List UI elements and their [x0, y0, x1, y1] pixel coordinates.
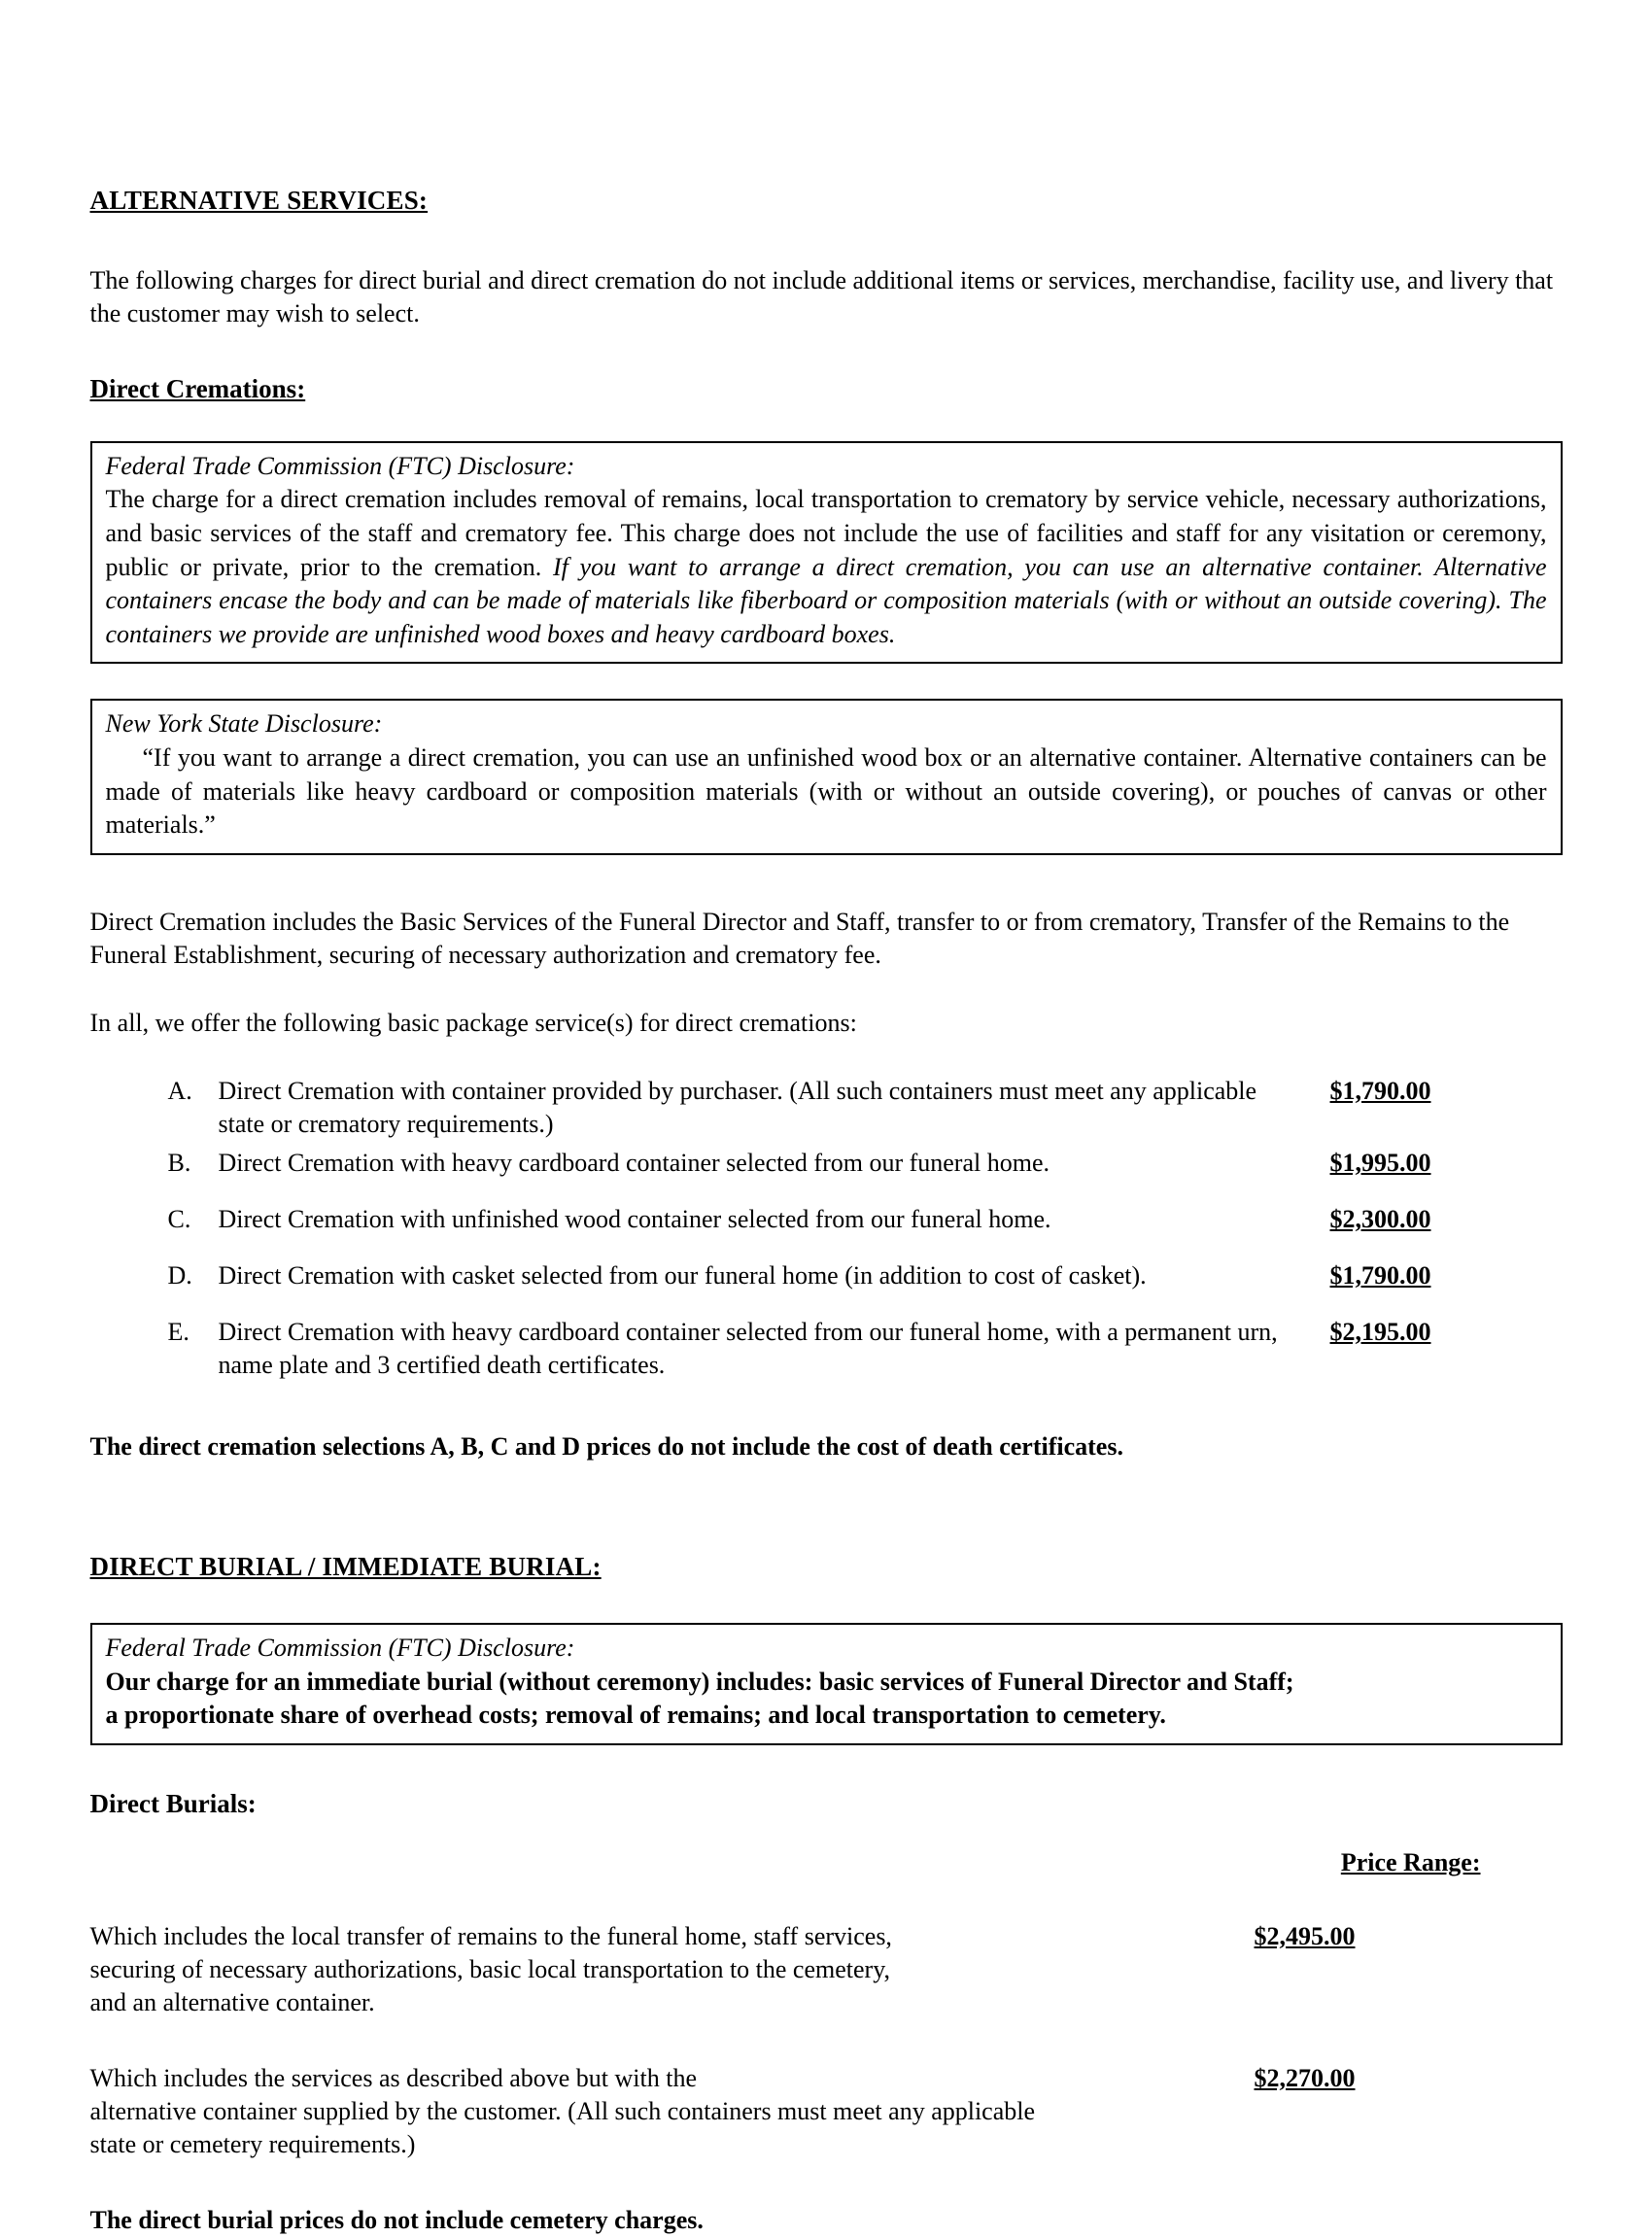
intro-paragraph: The following charges for direct burial and direct cremation do not include additional items or services, merchandise, facility use, and livery that the customer may wish to select. — [89, 265, 1554, 327]
spacer — [90, 664, 1563, 699]
list-item-price: $1,790.00 — [1329, 1076, 1431, 1105]
spacer — [90, 2161, 1563, 2204]
ny-disclosure-body-text: “If you want to arrange a direct cremation, you can use an unfinished wood box or an alternative container. Alternative containers can be made of materials like heavy cardboard or composition materials (with or without an outside covering), or pouches of canvas or other materials.” — [105, 743, 1547, 840]
spacer — [90, 1040, 1563, 1075]
spacer — [90, 2019, 1563, 2062]
burial-option-description — [90, 1920, 1237, 2019]
list-item-price: $1,790.00 — [1329, 1261, 1431, 1291]
document-content — [89, 185, 1564, 2237]
burial-option-row — [90, 1920, 1563, 2019]
cremation-price-note: The direct cremation selections A, B, C and D prices do not include the cost of death certificates. — [89, 1432, 1123, 1462]
ftc-cremation-body-italic: If you want to arrange a direct cremation, you can use an alternative container. Alternative containers encase the body and can be made of materials like fiberboard or composition materials (with or without an outside covering). The containers we provide are unfinished wood boxes and heavy cardboard boxes. — [105, 552, 1547, 648]
burial-option-line: Which includes the local transfer of remains to the funeral home, staff services, — [89, 1921, 892, 1950]
list-item-description: Direct Cremation with casket selected from our funeral home (in addition to cost of casket). — [218, 1261, 1147, 1291]
list-item-letter: B. — [167, 1149, 191, 1178]
burial-option-line: securing of necessary authorizations, basic local transportation to the cemetery, — [89, 1954, 891, 1983]
list-item-description: Direct Cremation with heavy cardboard container selected from our funeral home, with a permanent urn, name plate and 3 certified death certificates. — [218, 1318, 1278, 1380]
direct-cremations-heading: Direct Cremations: — [89, 373, 306, 403]
list-item-letter: A. — [167, 1076, 192, 1105]
ny-state-disclosure-box — [90, 699, 1563, 855]
cremation-package-list — [90, 1075, 1563, 1382]
spacer — [90, 1298, 1563, 1316]
list-item-price: $1,995.00 — [1329, 1149, 1431, 1178]
page-title: ALTERNATIVE SERVICES: — [89, 186, 429, 215]
ftc-burial-box-title: Federal Trade Commission (FTC) Disclosure: — [105, 1634, 575, 1663]
spacer — [90, 406, 1563, 441]
ny-disclosure-box-title: New York State Disclosure: — [105, 709, 383, 739]
cremation-includes-paragraph: Direct Cremation includes the Basic Services of the Funeral Director and Staff, transfer to or from crematory, Transfer of the Remains to the Funeral Establishment, securing of necessary authorization and crematory fee. — [89, 907, 1510, 969]
spacer — [90, 1821, 1563, 1848]
packages-lead-in: In all, we offer the following basic package service(s) for direct cremations: — [89, 1008, 857, 1037]
burial-option-line: Which includes the services as described above but with the — [89, 2063, 698, 2092]
price-range-header: Price Range: — [1340, 1847, 1481, 1876]
burial-option-price: $2,495.00 — [1254, 1921, 1356, 1950]
spacer — [90, 1388, 1563, 1430]
list-item-price: $2,300.00 — [1329, 1205, 1431, 1234]
spacer — [90, 1745, 1563, 1788]
ftc-cremation-disclosure-box — [90, 441, 1563, 665]
spacer — [90, 1242, 1563, 1259]
spacer — [90, 855, 1563, 906]
ny-disclosure-box-body — [106, 741, 1547, 843]
list-item-letter: C. — [167, 1205, 191, 1234]
spacer — [90, 1877, 1563, 1920]
burial-price-note: The direct burial prices do not include cemetery charges. — [89, 2206, 704, 2235]
burial-option-price: $2,270.00 — [1254, 2063, 1356, 2092]
list-item-description: Direct Cremation with container provided by purchaser. (All such containers must meet any applicable state or crematory requirements.) — [218, 1076, 1257, 1138]
list-item — [90, 1316, 1563, 1382]
ftc-cremation-body-plain: The charge for a direct cremation includes removal of remains, local transportation to crematory by service vehicle, necessary authorizations, and basic services of the staff and crematory fee. This charge does not include the use of facilities and staff for any visitation or ceremony, public or private, prior to the cremation. — [105, 485, 1547, 581]
list-item — [90, 1203, 1563, 1236]
direct-burials-heading: Direct Burials: — [89, 1789, 257, 1819]
spacer — [90, 1186, 1563, 1203]
ftc-cremation-box-title: Federal Trade Commission (FTC) Disclosure: — [105, 451, 575, 480]
list-item-description: Direct Cremation with heavy cardboard container selected from our funeral home. — [218, 1149, 1050, 1178]
spacer — [90, 1588, 1563, 1623]
spacer — [90, 1463, 1563, 1551]
list-item — [90, 1147, 1563, 1180]
burial-option-line: and an alternative container. — [89, 1987, 375, 2016]
ftc-burial-body-line-1: Our charge for an immediate burial (without ceremony) includes: basic services of Funeral Director and Staff; — [105, 1667, 1294, 1696]
list-item — [90, 1075, 1563, 1141]
spacer — [90, 972, 1563, 1007]
burial-option-line: alternative container supplied by the customer. (All such containers must meet any applicable — [89, 2096, 1036, 2125]
burial-option-row — [90, 2062, 1563, 2161]
list-item-letter: D. — [167, 1261, 192, 1291]
ftc-burial-body-line-2: a proportionate share of overhead costs; removal of remains; and local transportation to cemetery. — [105, 1701, 1166, 1730]
price-range-header-row — [90, 1848, 1563, 1877]
list-item-price: $2,195.00 — [1329, 1318, 1431, 1347]
burial-option-description — [90, 2062, 1237, 2161]
ftc-burial-disclosure-box — [90, 1623, 1563, 1745]
burial-option-line: state or cemetery requirements.) — [89, 2130, 416, 2159]
spacer — [90, 330, 1563, 373]
list-item — [90, 1259, 1563, 1292]
list-item-letter: E. — [167, 1318, 189, 1347]
ftc-cremation-box-body — [106, 483, 1547, 651]
direct-burial-heading: DIRECT BURIAL / IMMEDIATE BURIAL: — [89, 1552, 602, 1582]
spacer — [90, 222, 1563, 264]
list-item-description: Direct Cremation with unfinished wood container selected from our funeral home. — [218, 1205, 1051, 1234]
